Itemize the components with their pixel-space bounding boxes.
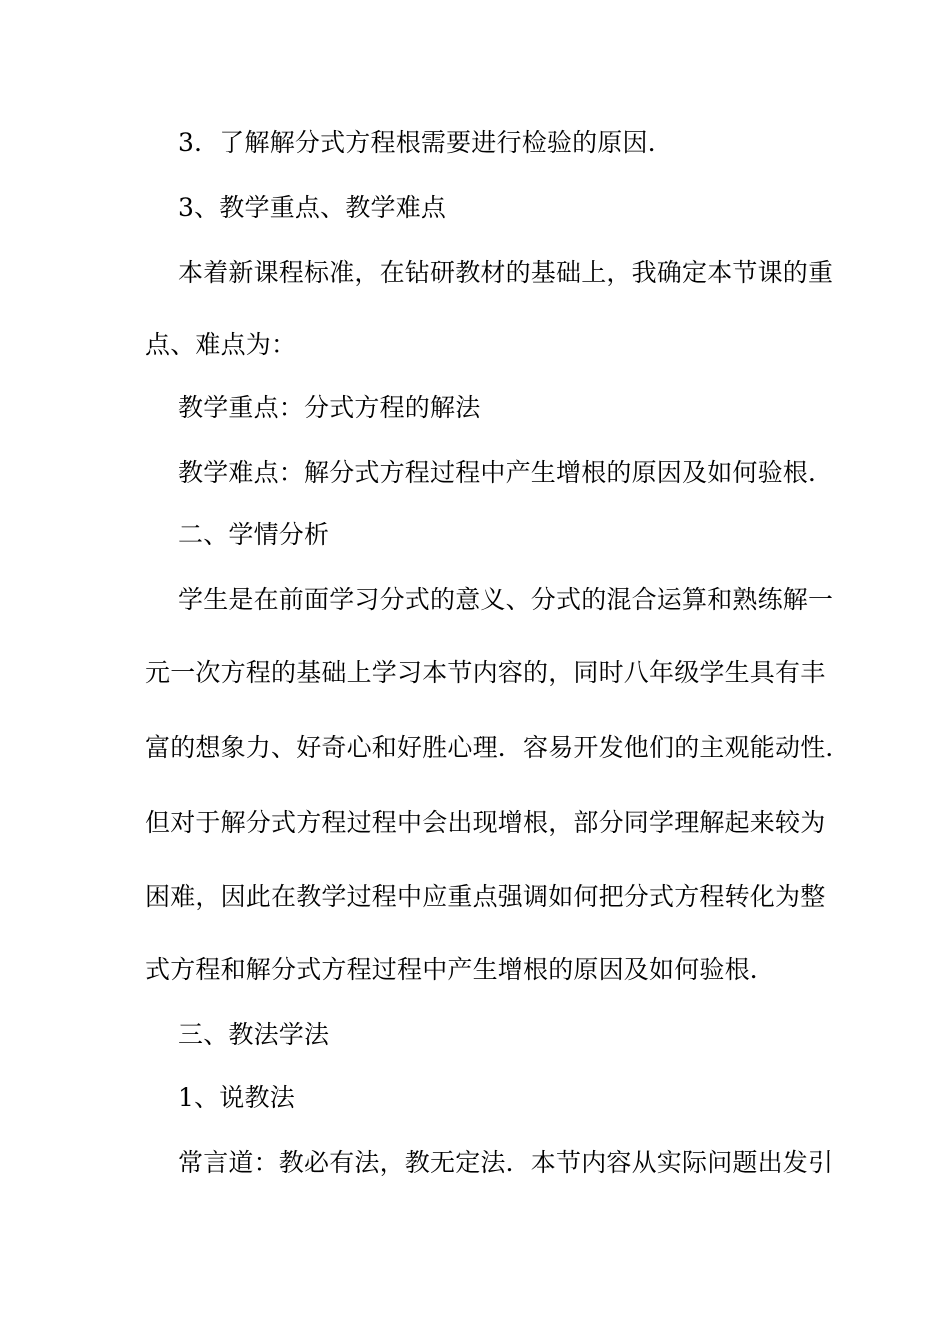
key-point-line: 教学重点：分式方程的解法 xyxy=(178,393,481,422)
objective-3-line: 3．了解解分式方程根需要进行检验的原因． xyxy=(178,128,673,157)
paragraph-line: 富的想象力、好奇心和好胜心理．容易开发他们的主观能动性． xyxy=(145,733,851,762)
section-heading-student-analysis: 二、学情分析 xyxy=(178,520,330,549)
difficulty-line: 教学难点：解分式方程过程中产生增根的原因及如何验根． xyxy=(178,458,834,487)
paragraph-line: 元一次方程的基础上学习本节内容的，同时八年级学生具有丰 xyxy=(145,658,826,687)
subsection-heading-teaching-method: 1、说教法 xyxy=(178,1083,295,1112)
section-heading-methods: 三、教法学法 xyxy=(178,1020,330,1049)
paragraph-line: 学生是在前面学习分式的意义、分式的混合运算和熟练解一 xyxy=(178,585,834,614)
paragraph-line: 困难，因此在教学过程中应重点强调如何把分式方程转化为整 xyxy=(145,882,826,911)
section-heading-key-points: 3、教学重点、教学难点 xyxy=(178,193,447,222)
paragraph-line: 点、难点为： xyxy=(145,330,297,359)
paragraph-line: 常言道：教必有法，教无定法．本节内容从实际问题出发引 xyxy=(178,1148,834,1177)
paragraph-line: 式方程和解分式方程过程中产生增根的原因及如何验根． xyxy=(145,955,776,984)
paragraph-line: 本着新课程标准，在钻研教材的基础上，我确定本节课的重 xyxy=(178,258,834,287)
paragraph-line: 但对于解分式方程过程中会出现增根，部分同学理解起来较为 xyxy=(145,808,826,837)
